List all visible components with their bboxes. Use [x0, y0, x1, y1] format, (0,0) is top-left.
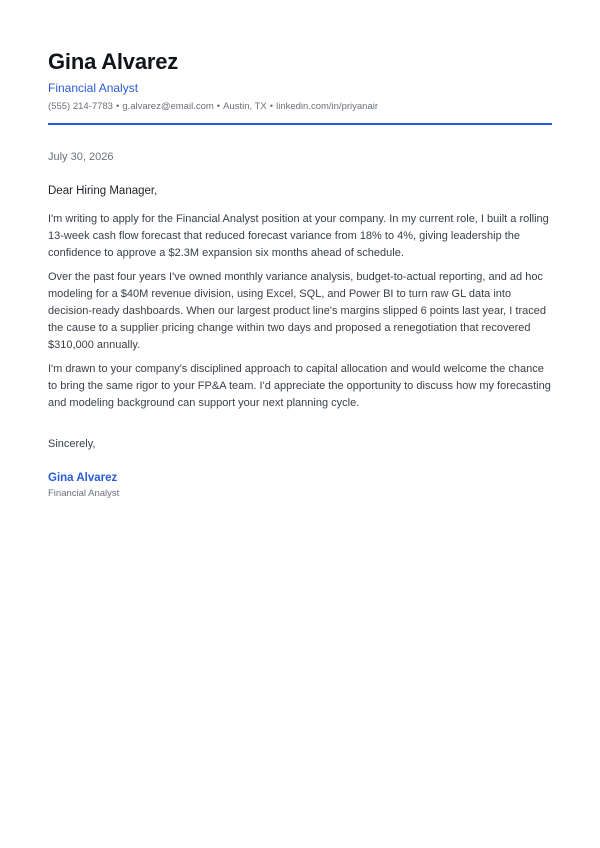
signature-name: Gina Alvarez [48, 471, 118, 484]
contact-separator: • [216, 101, 221, 112]
applicant-title: Financial Analyst [48, 81, 139, 95]
contact-linkedin: linkedin.com/in/priyanair [276, 101, 379, 112]
contact-email: g.alvarez@email.com [122, 101, 214, 112]
contact-separator: • [269, 101, 274, 112]
header-divider [48, 123, 552, 125]
closing: Sincerely, [48, 437, 96, 450]
signature-title: Financial Analyst [48, 487, 120, 499]
contact-location: Austin, TX [223, 101, 267, 112]
applicant-name: Gina Alvarez [48, 49, 179, 74]
contact-line [48, 100, 552, 113]
contact-separator: • [115, 101, 120, 112]
letter-date: July 30, 2026 [48, 151, 114, 163]
letter-header [48, 48, 552, 125]
body-paragraph-2: Over the past four years I've owned monthly variance analysis, budget-to-actual reporting, and ad hoc modeling for a $40M revenue division, using Excel, SQL, and Power BI to turn raw GL data into decision-ready dashboards. When our largest product line's margins slipped 6 points last year, I traced the cause to a supplier pricing change within two days and proposed a renegotiation that recovered $310,000 annually. [48, 271, 546, 351]
body-paragraph-3: I'm drawn to your company's disciplined approach to capital allocation and would welcome the chance to bring the same rigor to your FP&A team. I'd appreciate the opportunity to discuss how my forecasting and modeling background can support your next planning cycle. [48, 363, 551, 409]
cover-letter [48, 48, 552, 500]
salutation: Dear Hiring Manager, [48, 185, 158, 197]
body-paragraph-1: I'm writing to apply for the Financial Analyst position at your company. In my current role, I built a rolling 13-week cash flow forecast that reduced forecast variance from 18% to 4%, giving leadership the confidence to approve a $2.3M expansion six months ahead of schedule. [48, 213, 549, 259]
contact-phone: (555) 214-7783 [48, 101, 113, 112]
